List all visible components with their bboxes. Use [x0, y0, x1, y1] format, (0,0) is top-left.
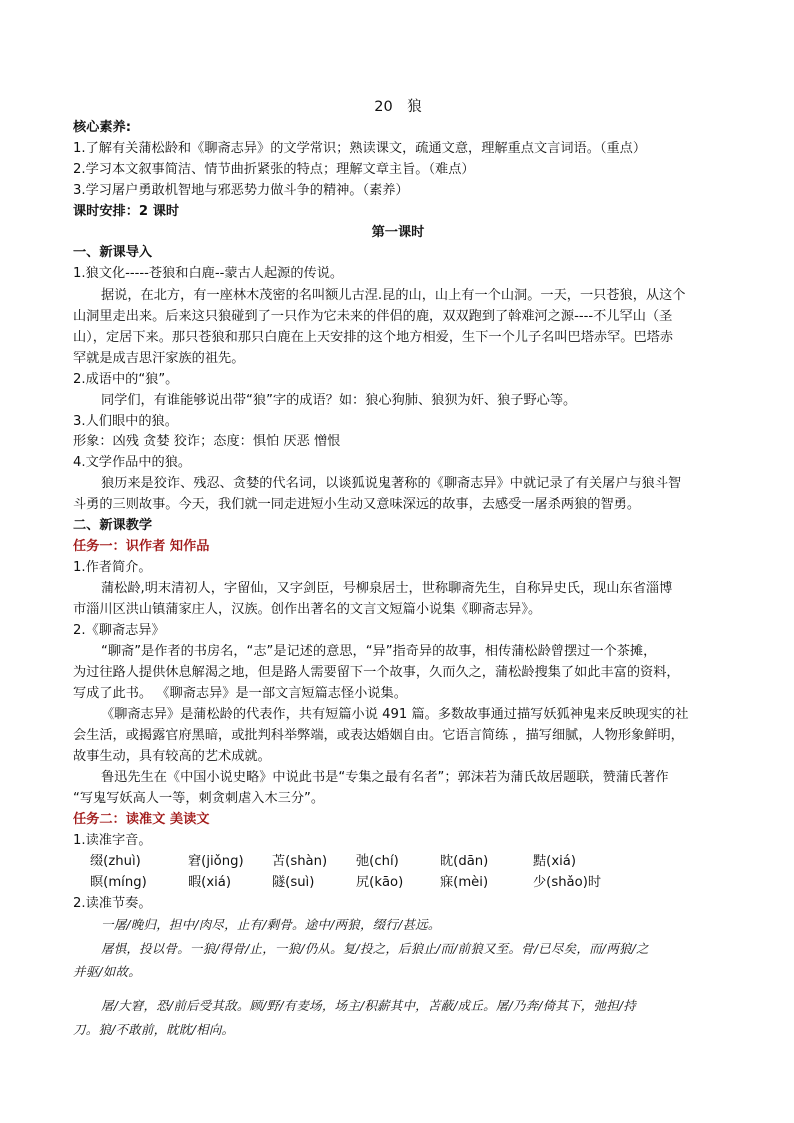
subheading-author: 1.作者简介。 — [73, 560, 152, 575]
paragraph-legend-line-3: 山），定居下来。那只苍狼和那只白鹿在上天安排的这个地方相爱，生下一个儿子名叫巴塔赤罕。巴塔赤 — [73, 330, 674, 345]
section-heading-intro: 一、新课导入 — [73, 245, 153, 260]
paragraph-works-line-3: 故事生动，具有较高的艺术成就。 — [73, 749, 271, 764]
pronunciation-item: 弛(chí) — [356, 854, 399, 869]
paragraph-liaozhai-line-2: 为过往路人提供休息解渴之地，但是路人需要留下一个故事，久而久之，蒲松龄搜集了如此丰富的资料， — [73, 665, 680, 680]
core-item-2: 2.学习本文叙事简洁、情节曲折紧张的特点；理解文章主旨。（难点） — [73, 162, 475, 177]
paragraph-reviews-line-1: 鲁迅先生在《中国小说史略》中说此书是“专集之最有名者”；郭沫若为蒲氏故居题联，赞蒲氏著作 — [101, 770, 669, 785]
period-title: 第一课时 — [371, 225, 425, 240]
paragraph-legend-line-1: 据说，在北方，有一座林木茂密的名叫额儿古涅.昆的山，山上有一个山洞。一天，一只苍狼，从这个 — [101, 288, 686, 303]
lesson-title: 20 狼 — [374, 99, 422, 115]
paragraph-idioms: 同学们，有谁能够说出带“狼”字的成语？如：狼心狗肺、狼狈为奸、狼子野心等。 — [101, 393, 577, 408]
rhythm-line-2: 屠惧，投以骨。一狼/得骨/止，一狼/仍从。复/投之，后狼止/而/前狼又至。骨/已尽矣，而/两狼/之 — [101, 941, 649, 956]
subheading-perception: 3.人们眼中的狼。 — [73, 414, 178, 429]
subheading-liaozhai: 2.《聊斋志异》 — [73, 623, 165, 638]
pronunciation-item: 黠(xiá) — [533, 854, 577, 869]
rhythm-line-5: 刀。狼/不敢前，眈眈/相向。 — [73, 1022, 235, 1037]
pronunciation-item: 隧(suì) — [272, 875, 315, 890]
pronunciation-item: 窘(jiǒng) — [188, 854, 244, 869]
pronunciation-item: 眈(dān) — [440, 854, 489, 869]
task-2-heading: 任务二：读准文 美读文 — [73, 812, 210, 827]
paragraph-literature-line-1: 狼历来是狡诈、残忍、贪婪的代名词，以谈狐说鬼著称的《聊斋志异》中就记录了有关屠户与狼斗智 — [101, 476, 682, 491]
core-heading: 核心素养: — [73, 120, 132, 135]
rhythm-line-1: 一屠/晚归，担中/肉尽，止有/剩骨。途中/两狼，缀行/甚远。 — [101, 917, 441, 932]
task-1-heading: 任务一：识作者 知作品 — [73, 539, 210, 554]
rhythm-line-3: 并驱/如故。 — [73, 964, 141, 979]
pronunciation-item: 苫(shàn) — [272, 854, 328, 869]
pronunciation-item: 尻(kāo) — [356, 875, 404, 890]
paragraph-liaozhai-line-1: “聊斋”是作者的书房名，“志”是记述的意思，“异”指奇异的故事，相传蒲松龄曾摆过一个茶摊， — [101, 644, 657, 659]
core-item-3: 3.学习屠户勇敢机智地与邪恶势力做斗争的精神。（素养） — [73, 183, 409, 198]
rhythm-line-4: 屠/大窘，恐/前后受其敌。顾/野/有麦场，场主/积薪其中，苫蔽/成丘。屠/乃奔/倚其下，弛担/持 — [101, 998, 637, 1013]
paragraph-liaozhai-line-3: 写成了此书。 《聊斋志异》是一部文言短篇志怪小说集。 — [73, 686, 407, 701]
paragraph-legend-line-2: 山洞里走出来。后来这只狼碰到了一只作为它未来的伴侣的鹿，双双跑到了斡难河之源----不儿罕山（圣 — [73, 309, 673, 324]
paragraph-works-line-2: 会生活，或揭露官府黑暗，或批判科举弊端，或表达婚姻自由。它语言简练 ，描写细腻，人物形象鲜明， — [73, 728, 684, 743]
subheading-rhythm: 2.读准节奏。 — [73, 896, 152, 911]
core-item-1: 1.了解有关蒲松龄和《聊斋志异》的文学常识；熟读课文，疏通文意，理解重点文言词语。（重点） — [73, 141, 647, 156]
paragraph-author-line-2: 市淄川区洪山镇蒲家庄人，汉族。创作出著名的文言文短篇小说集《聊斋志异》。 — [73, 602, 542, 617]
subheading-literature: 4.文学作品中的狼。 — [73, 455, 192, 470]
pronunciation-item: 少(shǎo)时 — [533, 875, 602, 890]
pronunciation-item: 瞑(míng) — [90, 875, 147, 890]
paragraph-works-line-1: 《聊斋志异》是蒲松龄的代表作，共有短篇小说 491 篇。多数故事通过描写妖狐神鬼来反映现实的社 — [101, 707, 689, 722]
paragraph-reviews-line-2: “写鬼写妖高人一等，刺贪刺虐入木三分”。 — [73, 791, 325, 806]
paragraph-legend-line-4: 罕就是成吉思汗家族的祖先。 — [73, 351, 245, 366]
pronunciation-item: 寐(mèi) — [440, 875, 489, 890]
pronunciation-item: 暇(xiá) — [188, 875, 232, 890]
paragraph-perception: 形象：凶残 贪婪 狡诈；态度：惧怕 厌恶 憎恨 — [73, 434, 341, 449]
paragraph-author-line-1: 蒲松龄,明末清初人，字留仙，又字剑臣，号柳泉居士，世称聊斋先生，自称异史氏，现山东省淄博 — [101, 581, 673, 596]
paragraph-literature-line-2: 斗勇的三则故事。今天，我们就一同走进短小生动又意味深远的故事，去感受一屠杀两狼的智勇。 — [73, 497, 641, 512]
subheading-pronunciation: 1.读准字音。 — [73, 833, 152, 848]
subheading-idioms: 2.成语中的“狼”。 — [73, 372, 179, 387]
section-heading-teaching: 二、新课教学 — [73, 518, 153, 533]
subheading-wolf-culture: 1.狼文化-----苍狼和白鹿--蒙古人起源的传说。 — [73, 266, 344, 281]
pronunciation-item: 缀(zhuì) — [90, 854, 141, 869]
schedule: 课时安排：2 课时 — [73, 204, 180, 219]
